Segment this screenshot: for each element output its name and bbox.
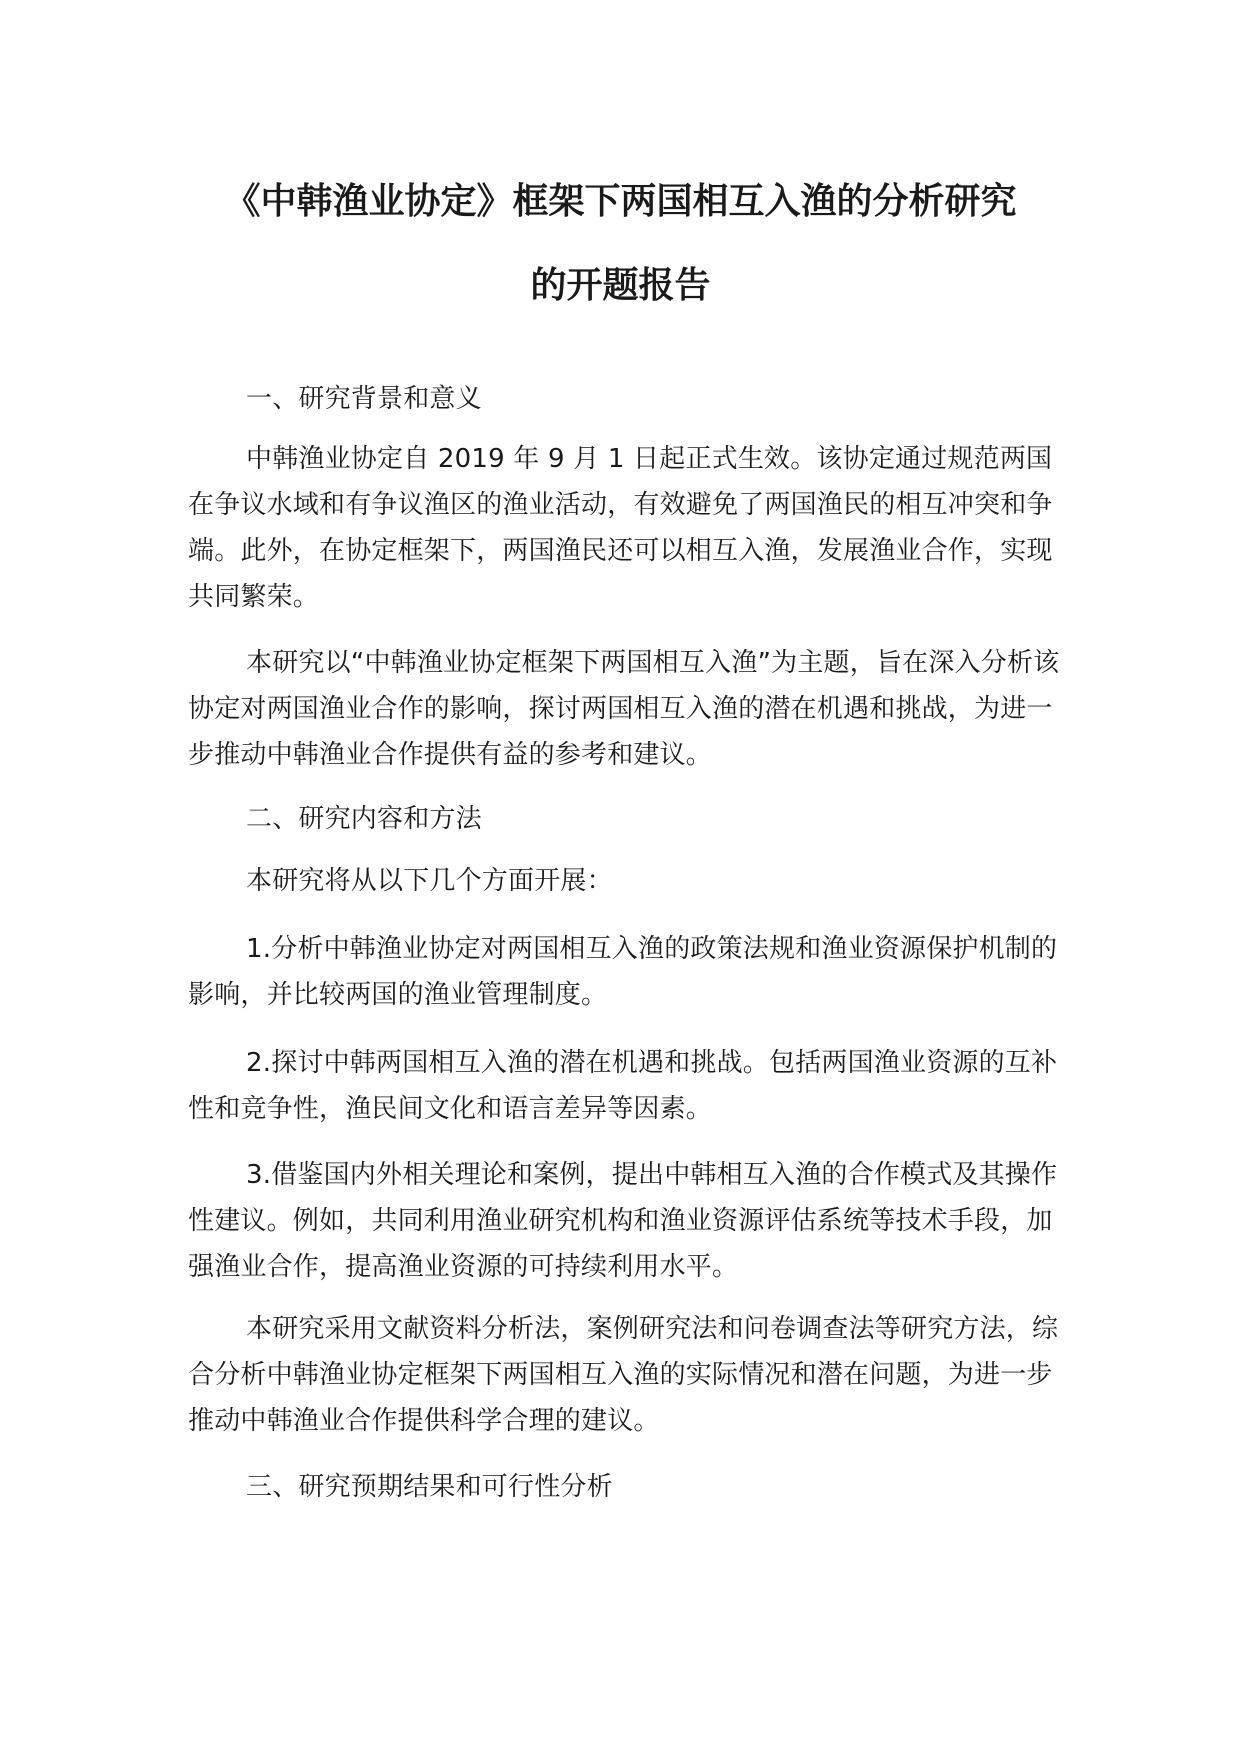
paragraph-content-intro: 本研究将从以下几个方面开展：	[246, 866, 613, 896]
paragraph-background-2: 本研究以“中韩渔业协定框架下两国相互入渔”为主题，旨在深入分析该协定对两国渔业合作的影响，探讨两国相互入渔的潜在机遇和挑战，为进一步推动中韩渔业合作提供有益的参考和建议。	[188, 648, 1060, 770]
list-item-content-2: 2.探讨中韩两国相互入渔的潜在机遇和挑战。包括两国渔业资源的互补性和竞争性，渔民间文化和语言差异等因素。	[188, 1048, 1058, 1124]
section-heading-feasibility: 三、研究预期结果和可行性分析	[246, 1472, 613, 1502]
section-heading-content-methods: 二、研究内容和方法	[246, 804, 482, 834]
paragraph-research-methods: 本研究采用文献资料分析法，案例研究法和问卷调查法等研究方法，综合分析中韩渔业协定框架下两国相互入渔的实际情况和潜在问题，为进一步推动中韩渔业合作提供科学合理的建议。	[188, 1314, 1059, 1436]
section-heading-background: 一、研究背景和意义	[246, 384, 482, 414]
list-item-content-1: 1.分析中韩渔业协定对两国相互入渔的政策法规和渔业资源保护机制的影响，并比较两国的渔业管理制度。	[188, 934, 1058, 1010]
paragraph-background-1: 中韩渔业协定自 2019 年 9 月 1 日起正式生效。该协定通过规范两国在争议水域和有争议渔区的渔业活动，有效避免了两国渔民的相互冲突和争端。此外，在协定框架下，两国渔民还可以相互入渔，发展渔业合作，实现共同繁荣。	[188, 444, 1053, 612]
document-title-line-1: 《中韩渔业协定》框架下两国相互入渔的分析研究	[224, 181, 1017, 222]
list-item-content-3: 3.借鉴国内外相关理论和案例，提出中韩相互入渔的合作模式及其操作性建议。例如，共同利用渔业研究机构和渔业资源评估系统等技术手段，加强渔业合作，提高渔业资源的可持续利用水平。	[188, 1160, 1058, 1282]
document-title-line-2: 的开题报告	[530, 265, 711, 306]
